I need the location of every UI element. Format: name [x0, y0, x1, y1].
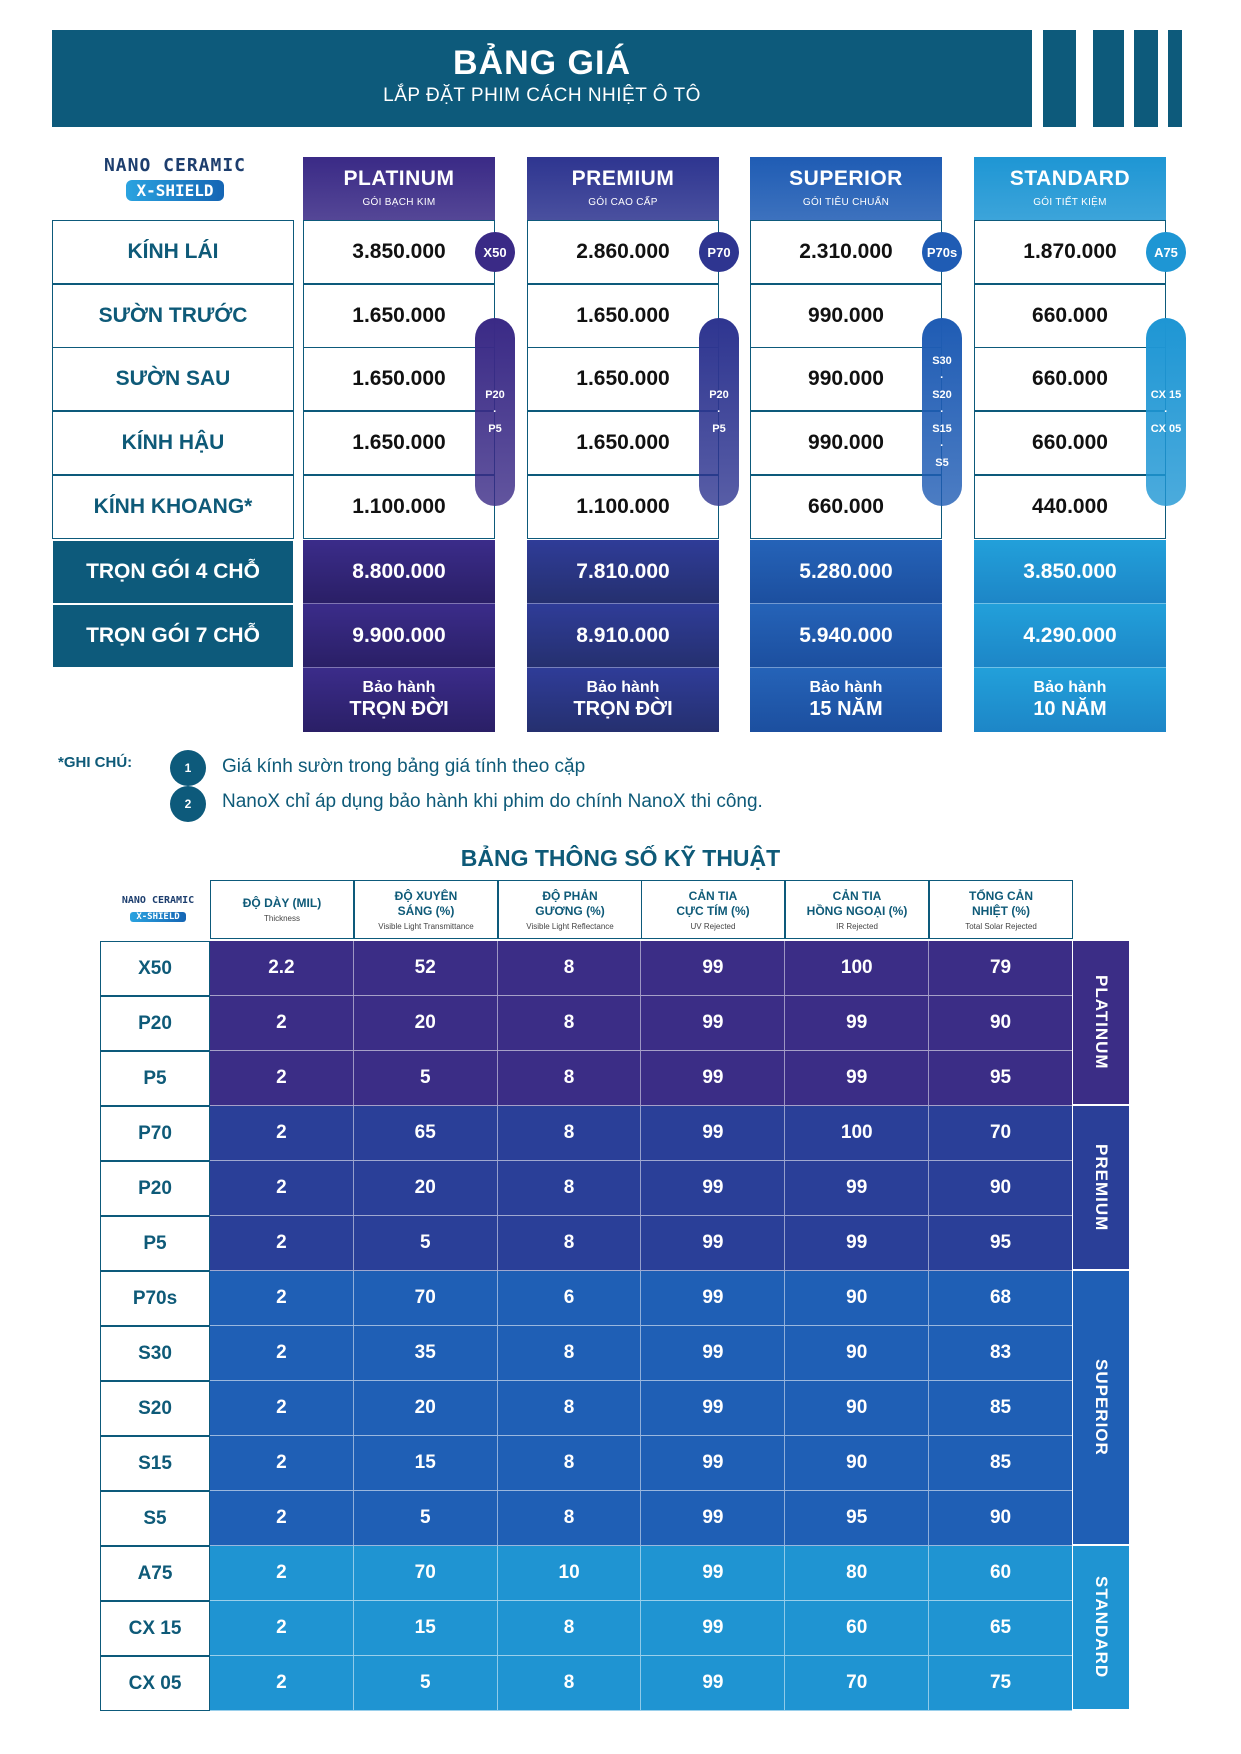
spec-value-cell: 5	[354, 1656, 498, 1710]
spec-value-cell: 99	[641, 1436, 785, 1490]
spec-value-cell: 99	[785, 1051, 929, 1105]
spec-value-cell: 80	[785, 1546, 929, 1600]
price-cell: 1.100.000	[303, 475, 495, 539]
spec-column-header	[785, 880, 929, 939]
group-name: PLATINUM	[1092, 975, 1111, 1070]
spec-table-row	[210, 1216, 1072, 1271]
package-name: SUPERIOR	[789, 167, 903, 190]
package-header-standard	[974, 157, 1166, 220]
spec-value-cell: 99	[641, 1216, 785, 1270]
spec-table-row	[210, 1491, 1072, 1546]
row-label: KÍNH KHOANG*	[52, 475, 294, 539]
spec-table-row	[210, 996, 1072, 1051]
pill-item: CX 05	[1150, 422, 1182, 435]
warranty-duration: TRỌN ĐỜI	[349, 698, 449, 720]
group-name: STANDARD	[1092, 1576, 1111, 1679]
spec-value-cell: 8	[498, 1436, 642, 1490]
spec-value-cell: 99	[641, 1381, 785, 1435]
spec-value-cell: 2	[210, 1326, 354, 1380]
spec-value-cell: 75	[989, 1672, 1012, 1693]
price-cell: 1.650.000	[303, 411, 495, 475]
price-cell: 660.000	[974, 347, 1166, 411]
pill-item: S20	[932, 388, 952, 401]
price-cell: 990.000	[750, 347, 942, 411]
note-text: Giá kính sườn trong bảng giá tính theo cặp	[222, 756, 586, 777]
note-number-badge: 1	[170, 750, 206, 786]
spec-value-cell: 90	[989, 1012, 1012, 1033]
spec-value-cell: 2	[210, 1436, 354, 1490]
spec-value-cell: 20	[354, 1381, 498, 1435]
spec-value-cell: 95	[989, 1067, 1012, 1088]
pill-item: ·	[940, 371, 944, 384]
spec-value-cell: 99	[641, 1161, 785, 1215]
spec-table-row	[210, 1656, 1072, 1711]
price-cell: 1.650.000	[527, 347, 719, 411]
model-pill	[699, 318, 739, 506]
spec-table-row	[210, 941, 1072, 996]
header-subtitle: Thickness	[263, 914, 300, 923]
total-price-cell: 5.280.000	[750, 540, 942, 604]
brand-logo-small: NANO CERAMIC X-SHIELD	[121, 895, 195, 922]
price-cell: 3.850.000	[303, 220, 495, 284]
spec-value-cell: 90	[989, 1507, 1012, 1528]
warranty-label: Bảo hành	[586, 679, 660, 696]
spec-value-cell: 8	[498, 1381, 642, 1435]
total-price-cell: 3.850.000	[974, 540, 1166, 604]
row-label: SƯỜN SAU	[52, 347, 294, 411]
spec-table-row	[210, 1161, 1072, 1216]
row-label: SƯỜN TRƯỚC	[52, 284, 294, 348]
decor-stripe	[1093, 30, 1124, 127]
package-header-superior	[750, 157, 942, 220]
spec-value-cell: 2	[210, 1271, 354, 1325]
model-name-cell: P70	[100, 1106, 210, 1161]
model-name-cell: P20	[100, 996, 210, 1051]
spec-column-header	[641, 880, 785, 939]
header-line: CẢN TIA	[688, 888, 738, 903]
price-cell: 2.310.000	[750, 220, 942, 284]
price-cell: 990.000	[750, 411, 942, 475]
package-subtitle: GÓI TIÊU CHUẨN	[802, 197, 890, 208]
warranty-cell	[303, 668, 495, 732]
price-cell: 1.650.000	[527, 411, 719, 475]
total-price-cell: 5.940.000	[750, 604, 942, 668]
spec-value-cell: 8	[498, 1106, 642, 1160]
model-name-cell: P70s	[100, 1271, 210, 1326]
header-subtitle: Visible Light Transmittance	[378, 921, 474, 931]
package-header-premium	[527, 157, 719, 220]
pill-item: P20	[709, 388, 729, 401]
notes-title: *GHI CHÚ:	[58, 754, 133, 771]
pill-item: P5	[488, 422, 502, 435]
package-subtitle: GÓI BẠCH KIM	[362, 197, 436, 208]
spec-value-cell: 2	[210, 1381, 354, 1435]
spec-value-cell: 99	[785, 996, 929, 1050]
package-name: PLATINUM	[343, 167, 455, 190]
warranty-duration: 15 NĂM	[809, 698, 883, 720]
spec-value-cell: 2	[210, 1106, 354, 1160]
spec-value-cell: 95	[989, 1232, 1012, 1253]
spec-value-cell: 10	[498, 1546, 642, 1600]
spec-value-cell: 5	[354, 1216, 498, 1270]
spec-value-cell: 8	[498, 1491, 642, 1545]
total-price-cell: 8.910.000	[527, 604, 719, 668]
model-name-cell: S5	[100, 1491, 210, 1546]
spec-value-cell: 2	[210, 1546, 354, 1600]
model-name-cell: CX 05	[100, 1656, 210, 1711]
spec-value-cell: 90	[785, 1381, 929, 1435]
spec-value-cell: 90	[785, 1436, 929, 1490]
spec-table-row	[210, 1546, 1072, 1601]
note-text: NanoX chỉ áp dụng bảo hành khi phim do chính NanoX thi công.	[222, 791, 763, 812]
spec-value-cell: 99	[641, 1106, 785, 1160]
pill-item: P20	[485, 388, 505, 401]
model-name-cell: X50	[100, 941, 210, 996]
pill-item: ·	[940, 405, 944, 418]
spec-value-cell: 2	[210, 1601, 354, 1655]
header-subtitle: Visible Light Reflectance	[526, 921, 614, 931]
model-pill	[922, 318, 962, 506]
brand-logo: NANO CERAMIC X-SHIELD	[103, 155, 247, 200]
model-name-cell: P5	[100, 1216, 210, 1271]
pill-item: ·	[717, 405, 721, 418]
spec-value-cell: 70	[989, 1122, 1012, 1143]
total-row-label: TRỌN GÓI 7 CHỖ	[52, 604, 294, 668]
header-line: ĐỘ DÀY (MIL)	[242, 896, 322, 910]
spec-value-cell: 2	[210, 996, 354, 1050]
pill-item: S30	[932, 354, 952, 367]
header-subtitle: IR Rejected	[836, 921, 878, 931]
price-cell: 1.650.000	[527, 284, 719, 348]
warranty-cell	[974, 668, 1166, 732]
spec-value-cell: 6	[498, 1271, 642, 1325]
price-cell: 990.000	[750, 284, 942, 348]
spec-value-cell: 99	[641, 1656, 785, 1710]
header-line: CỰC TÍM (%)	[676, 903, 750, 918]
spec-value-cell: 2	[210, 1656, 354, 1710]
group-side-label	[1073, 1546, 1129, 1711]
package-name: STANDARD	[1009, 167, 1131, 190]
model-badge: X50	[475, 232, 515, 272]
model-name-cell: CX 15	[100, 1601, 210, 1656]
model-name-cell: S30	[100, 1326, 210, 1381]
header-line: TỔNG CẢN	[969, 888, 1033, 903]
spec-value-cell: 2.2	[210, 941, 354, 995]
header-banner	[52, 30, 1032, 127]
spec-column-header	[929, 880, 1073, 939]
price-cell: 660.000	[974, 411, 1166, 475]
group-name: SUPERIOR	[1092, 1359, 1111, 1456]
spec-value-cell: 8	[498, 1326, 642, 1380]
spec-value-cell: 70	[354, 1546, 498, 1600]
spec-value-cell: 70	[785, 1656, 929, 1710]
spec-value-cell: 60	[989, 1562, 1012, 1583]
spec-table-row	[210, 1436, 1072, 1491]
header-line: ĐỘ XUYÊN	[394, 888, 458, 903]
price-cell: 2.860.000	[527, 220, 719, 284]
spec-value-cell: 2	[210, 1051, 354, 1105]
spec-value-cell: 90	[989, 1177, 1012, 1198]
spec-value-cell: 100	[785, 941, 929, 995]
spec-column-header	[498, 880, 642, 939]
warranty-label: Bảo hành	[1033, 679, 1107, 696]
warranty-label: Bảo hành	[362, 679, 436, 696]
header-line: GƯƠNG (%)	[535, 903, 605, 918]
spec-column-header	[354, 880, 498, 939]
decor-stripe	[1043, 30, 1076, 127]
spec-table-row	[210, 1381, 1072, 1436]
price-cell: 1.650.000	[303, 347, 495, 411]
spec-value-cell: 99	[641, 1326, 785, 1380]
spec-value-cell: 99	[641, 1601, 785, 1655]
price-cell: 1.870.000	[974, 220, 1166, 284]
spec-value-cell: 20	[354, 996, 498, 1050]
pill-item: S15	[932, 422, 952, 435]
price-cell: 1.100.000	[527, 475, 719, 539]
spec-value-cell: 99	[785, 1216, 929, 1270]
total-price-cell: 4.290.000	[974, 604, 1166, 668]
header-subtitle: UV Rejected	[690, 921, 736, 931]
total-price-cell: 8.800.000	[303, 540, 495, 604]
spec-value-cell: 5	[354, 1491, 498, 1545]
spec-table-row	[210, 1051, 1072, 1106]
spec-value-cell: 2	[210, 1491, 354, 1545]
price-cell: 440.000	[974, 475, 1166, 539]
decor-stripe	[1168, 30, 1182, 127]
model-name-cell: S15	[100, 1436, 210, 1491]
spec-value-cell: 79	[989, 957, 1012, 978]
spec-value-cell: 52	[354, 941, 498, 995]
page-subtitle: LẮP ĐẶT PHIM CÁCH NHIỆT Ô TÔ	[383, 85, 701, 106]
spec-value-cell: 8	[498, 996, 642, 1050]
model-pill	[1146, 318, 1186, 506]
pill-item: ·	[493, 405, 497, 418]
header-line: CẢN TIA	[832, 888, 882, 903]
price-cell: 1.650.000	[303, 284, 495, 348]
spec-value-cell: 85	[989, 1452, 1012, 1473]
spec-value-cell: 90	[785, 1326, 929, 1380]
spec-value-cell: 90	[785, 1271, 929, 1325]
spec-column-header	[210, 880, 354, 939]
row-label: KÍNH LÁI	[52, 220, 294, 284]
model-name-cell: P5	[100, 1051, 210, 1106]
header-line: HỒNG NGOẠI (%)	[806, 903, 908, 918]
spec-table-row	[210, 1326, 1072, 1381]
package-header-platinum	[303, 157, 495, 220]
spec-value-cell: 2	[210, 1161, 354, 1215]
header-subtitle: Total Solar Rejected	[965, 921, 1037, 931]
spec-value-cell: 99	[641, 1051, 785, 1105]
spec-value-cell: 100	[785, 1106, 929, 1160]
spec-value-cell: 35	[354, 1326, 498, 1380]
spec-value-cell: 20	[354, 1161, 498, 1215]
spec-value-cell: 8	[498, 1216, 642, 1270]
spec-value-cell: 99	[641, 1546, 785, 1600]
decor-stripe	[1134, 30, 1158, 127]
header-line: SÁNG (%)	[397, 903, 455, 918]
spec-table-row	[210, 1271, 1072, 1326]
spec-value-cell: 70	[354, 1271, 498, 1325]
model-badge: A75	[1146, 232, 1186, 272]
spec-value-cell: 95	[785, 1491, 929, 1545]
pill-item: P5	[712, 422, 726, 435]
group-name: PREMIUM	[1092, 1143, 1111, 1232]
group-side-label	[1073, 1271, 1129, 1546]
pill-item: ·	[940, 439, 944, 452]
spec-value-cell: 2	[210, 1216, 354, 1270]
warranty-label: Bảo hành	[809, 679, 883, 696]
pill-item: CX 15	[1150, 388, 1182, 401]
model-name-cell: P20	[100, 1161, 210, 1216]
spec-value-cell: 8	[498, 941, 642, 995]
header-line: ĐỘ PHẢN	[542, 888, 598, 903]
warranty-cell	[527, 668, 719, 732]
model-name-cell: A75	[100, 1546, 210, 1601]
total-price-cell: 9.900.000	[303, 604, 495, 668]
spec-value-cell: 60	[785, 1601, 929, 1655]
package-subtitle: GÓI TIẾT KIỆM	[1033, 197, 1107, 208]
package-name: PREMIUM	[571, 167, 675, 190]
model-name-cell: S20	[100, 1381, 210, 1436]
model-badge: P70s	[922, 232, 962, 272]
spec-value-cell: 99	[641, 1491, 785, 1545]
model-badge: P70	[699, 232, 739, 272]
spec-value-cell: 99	[641, 1271, 785, 1325]
note-number-badge: 2	[170, 786, 206, 822]
spec-value-cell: 65	[354, 1106, 498, 1160]
spec-table-row	[210, 1601, 1072, 1656]
spec-value-cell: 83	[989, 1342, 1012, 1363]
spec-value-cell: 15	[354, 1601, 498, 1655]
group-side-label	[1073, 941, 1129, 1106]
spec-value-cell: 85	[989, 1397, 1012, 1418]
spec-value-cell: 5	[354, 1051, 498, 1105]
spec-value-cell: 8	[498, 1656, 642, 1710]
spec-table-title: BẢNG THÔNG SỐ KỸ THUẬT	[460, 845, 781, 871]
spec-value-cell: 8	[498, 1051, 642, 1105]
pill-item: ·	[1164, 405, 1168, 418]
spec-value-cell: 8	[498, 1161, 642, 1215]
spec-value-cell: 15	[354, 1436, 498, 1490]
page-title: BẢNG GIÁ	[453, 44, 631, 82]
total-row-label: TRỌN GÓI 4 CHỖ	[52, 540, 294, 604]
pill-item: S5	[935, 456, 949, 469]
model-pill	[475, 318, 515, 506]
price-cell: 660.000	[974, 284, 1166, 348]
spec-table-row	[210, 1106, 1072, 1161]
warranty-duration: 10 NĂM	[1033, 698, 1107, 720]
group-side-label	[1073, 1106, 1129, 1271]
header-line: NHIỆT (%)	[972, 903, 1030, 918]
row-label: KÍNH HẬU	[52, 411, 294, 475]
warranty-duration: TRỌN ĐỜI	[573, 698, 673, 720]
spec-value-cell: 8	[498, 1601, 642, 1655]
spec-value-cell: 99	[785, 1161, 929, 1215]
warranty-cell	[750, 668, 942, 732]
spec-value-cell: 65	[989, 1617, 1012, 1638]
spec-value-cell: 99	[641, 996, 785, 1050]
price-cell: 660.000	[750, 475, 942, 539]
spec-value-cell: 68	[989, 1287, 1012, 1308]
spec-value-cell: 99	[641, 941, 785, 995]
package-subtitle: GÓI CAO CẤP	[588, 197, 658, 208]
total-price-cell: 7.810.000	[527, 540, 719, 604]
